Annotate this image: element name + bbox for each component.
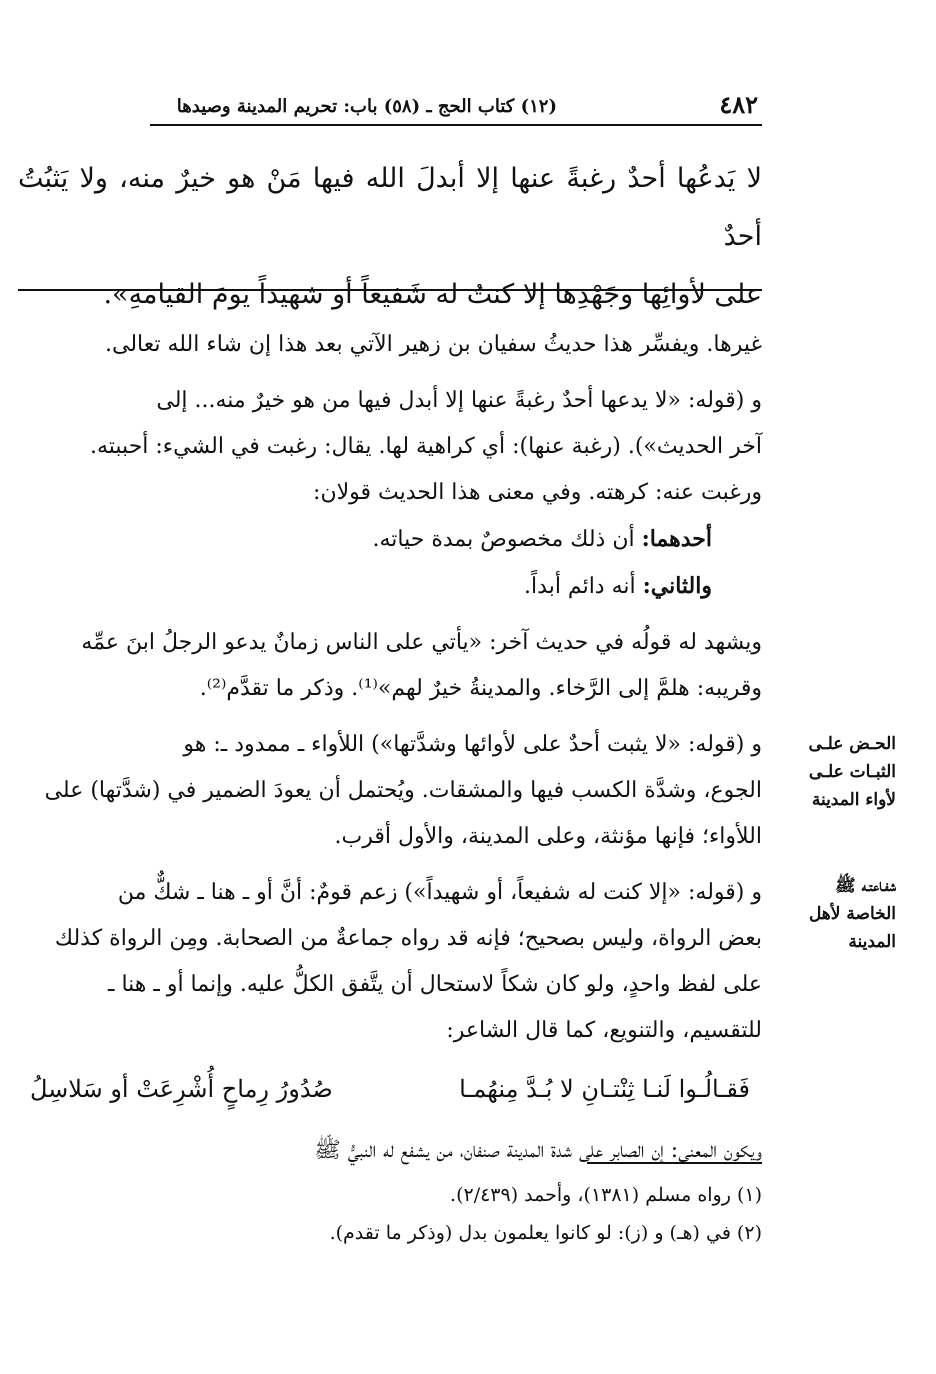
text-line: آخر الحديث»). (رغبة عنها): أي كراهية لها. يقال: رغبت في الشيء: أحببته.	[89, 434, 762, 459]
text-line: على لفظ واحدٍ، ولو كان شكاً لاستحال أن يتَّفق الكلُّ عليه. وإنما أو ـ هنا ـ	[108, 972, 762, 997]
text-line: و (قوله: «لا يثبت أحدٌ على لأوائها وشدَّتها») اللأواء ـ ممدود ـ: هو	[183, 732, 762, 757]
commentary-paragraph	[18, 620, 762, 712]
text-line: ويشهد له قولُه في حديث آخر: «يأتي على الناس زمانٌ يدعو الرجلُ ابنَ عمِّه	[81, 630, 762, 655]
text-line: للتقسيم، والتنويع، كما قال الشاعر:	[446, 1018, 762, 1043]
opinion-label: والثاني:	[642, 573, 712, 599]
margin-note-steadfastness	[778, 730, 896, 814]
margin-note-intercession	[778, 872, 896, 956]
hadith-text	[18, 150, 762, 324]
margin-note-line: الثبـات علـى	[808, 762, 896, 782]
commentary-paragraph	[18, 870, 762, 1054]
hadith-line: على لأوائِها وجَهْدِها إلا كنتُ له شَفيعاً أو شهيداً يومَ القيامةِ».	[103, 279, 762, 310]
verse-second-hemistich: صُدُورُ رِماحٍ أُشْرِعَتْ أو سَلاسِلُ	[30, 1075, 333, 1103]
text-line: ويكون المعنى: إن الصابر على شدة المدينة صنفان، من يشفع له النبيُّ ﷺ	[314, 1138, 762, 1163]
text-line: بعض الرواة، وليس بصحيح؛ فإنه قد رواه جماعةٌ من الصحابة. ومِن الرواة كذلك	[54, 926, 762, 951]
commentary-paragraph	[18, 322, 762, 368]
verse-first-hemistich: فَقـالُـوا لَنـا ثِنْتـانِ لا بُـدَّ مِنهُمـا	[459, 1075, 750, 1103]
text-line: الجوع، وشدَّة الكسب فيها والمشقات. ويُحتمل أن يعودَ الضمير في (شدَّتها) على	[44, 778, 762, 803]
opinion-label: أحدهما:	[641, 526, 712, 552]
footnote: (٢) في (هـ) و (ز): لو كانوا يعلمون بدل (وذكر ما تقدم).	[329, 1222, 762, 1244]
margin-note-line: لأواء المدينة	[811, 790, 896, 810]
margin-note-line: الحـض علـى	[808, 734, 896, 754]
margin-note-line: الخاصة لأهل	[808, 904, 896, 924]
margin-note-line: شفـاعتـه ﷺ	[835, 876, 896, 896]
opinion-second	[18, 563, 712, 610]
footnote-divider	[587, 1162, 762, 1164]
footnotes	[18, 1176, 762, 1252]
margin-note-line: المدينة	[848, 932, 896, 952]
text-line: و (قوله: «إلا كنت له شفيعاً، أو شهيداً») زعم قومٌ: أنَّ أو ـ هنا ـ شكٌّ من	[117, 880, 762, 905]
text-line: اللأواء؛ فإنها مؤنثة، وعلى المدينة، والأول أقرب.	[334, 824, 762, 849]
commentary-paragraph	[18, 378, 762, 610]
footnote: (١) رواه مسلم (١٣٨١)، وأحمد (٢/٤٣٩).	[450, 1184, 762, 1206]
opinion-text: أن ذلك مخصوصٌ بمدة حياته.	[372, 527, 642, 552]
text-line: ورغبت عنه: كرهته. وفي معنى هذا الحديث قولان:	[313, 480, 762, 505]
commentary-paragraph	[18, 722, 762, 860]
opinion-first	[18, 516, 712, 563]
commentary-paragraph	[18, 1128, 762, 1174]
poetry-verse	[18, 1064, 762, 1114]
commentary	[18, 322, 762, 1184]
hadith-line: لا يَدعُها أحدٌ رغبةً عنها إلا أبدلَ الله فيها مَنْ هو خيرٌ منه، ولا يَثبُتُ أحدٌ	[18, 163, 762, 252]
text-line: غيرها. ويفسِّر هذا حديثُ سفيان بن زهير الآتي بعد هذا إن شاء الله تعالى.	[105, 332, 762, 357]
page-header	[150, 90, 762, 126]
text-line: وقريبه: هلمَّ إلى الرَّخاء. والمدينةُ خيرٌ لهم»⁽¹⁾. وذكر ما تقدَّم⁽²⁾.	[199, 676, 762, 701]
opinion-text: أنه دائم أبداً.	[524, 574, 643, 599]
page-number: ٤٨٢	[719, 90, 758, 119]
text-line: و (قوله: «لا يدعها أحدٌ رغبةً عنها إلا أبدل فيها من هو خيرٌ منه... إلى	[156, 388, 762, 413]
section-divider	[18, 289, 762, 291]
running-title: (١٢) كتاب الحج ـ (٥٨) باب: تحريم المدينة وصيدها	[176, 96, 557, 117]
